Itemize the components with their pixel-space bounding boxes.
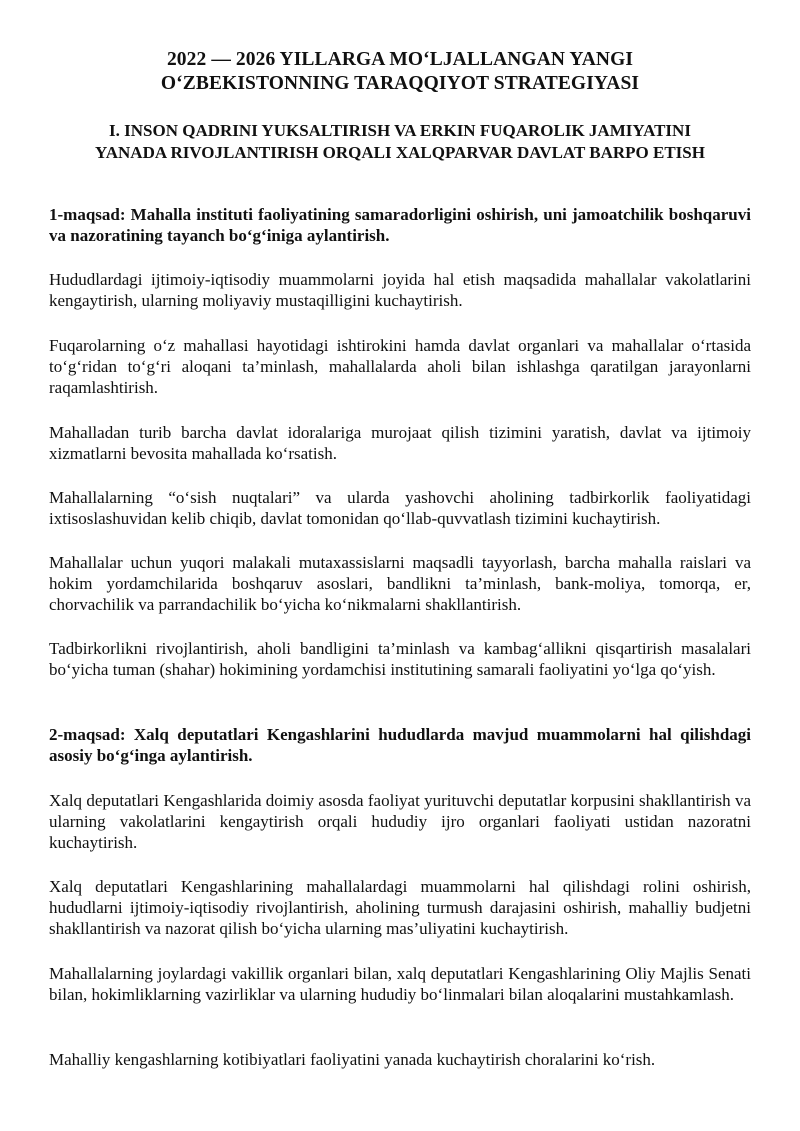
section-title-line-2: YANADA RIVOJLANTIRISH ORQALI XALQPARVAR DAVLAT BARPO ETISH bbox=[95, 143, 705, 162]
goal-2-paragraph-4: Mahalliy kengashlarning kotibiyatlari faoliyatini yanada kuchaytirish choralarini ko‘rish. bbox=[49, 1050, 656, 1069]
goal-1-paragraph-6: Tadbirkorlikni rivojlantirish, aholi bandligini ta’minlash va kambag‘allikni qisqartirish masalalari bo‘yicha tuman (shahar) hokimining yordamchisi institutining samarali faoliyatini yo‘lga qo‘yish. bbox=[49, 639, 751, 679]
goal-2-heading: 2-maqsad: Xalq deputatlari Kengashlarini hududlarda mavjud muammolarni hal qilishdagi asosiy bo‘g‘inga aylantirish. bbox=[49, 725, 751, 765]
goal-1-paragraph-2: Fuqarolarning o‘z mahallasi hayotidagi ishtirokini hamda davlat organlari va mahallalar o‘rtasida to‘g‘ridan to‘g‘ri aloqani ta’minlash, mahallalarda aholi bilan ishlashga qaratilgan jarayonlarni raqamlashtirish. bbox=[49, 336, 751, 397]
section-title-line-1: I. INSON QADRINI YUKSALTIRISH VA ERKIN FUQAROLIK JAMIYATINI bbox=[109, 121, 691, 140]
goal-1-paragraph-5: Mahallalar uchun yuqori malakali mutaxassislarni maqsadli tayyorlash, barcha mahalla raislari va hokim yordamchilarida boshqaruv asoslari, bandlikni ta’minlash, bank-moliya, tomorqa, er, chorvachilik va parrandachilik bo‘yicha ko‘nikmalarni shakllantirish. bbox=[49, 553, 751, 614]
document-page bbox=[49, 0, 751, 1069]
goal-1-heading: 1-maqsad: Mahalla instituti faoliyatining samaradorligini oshirish, uni jamoatchilik boshqaruvi va nazoratining tayanch bo‘g‘iniga aylantirish. bbox=[49, 205, 751, 245]
section-title bbox=[49, 120, 751, 164]
goal-1-paragraph-3: Mahalladan turib barcha davlat idoralariga murojaat qilish tizimini yaratish, davlat va ijtimoiy xizmatlarni bevosita mahallada ko‘rsatish. bbox=[49, 423, 751, 463]
goal-2-paragraph-3: Mahallalarning joylardagi vakillik organlari bilan, xalq deputatlari Kengashlarining Oliy Majlis Senati bilan, hokimliklarning vazirliklar va ularning hududiy bo‘linmalari bilan aloqalarini mustahkamlash. bbox=[49, 964, 751, 1004]
goal-1-paragraph-1: Hududlardagi ijtimoiy-iqtisodiy muammolarni joyida hal etish maqsadida mahallalar vakolatlarini kengaytirish, ularning moliyaviy mustaqilligini kuchaytirish. bbox=[49, 270, 751, 310]
goal-2-paragraph-2: Xalq deputatlari Kengashlarining mahallalardagi muammolarni hal qilishdagi rolini oshirish, hududlarni ijtimoiy-iqtisodiy rivojlantirish, aholining turmush darajasini oshirish, mahalliy budjetni shakllantirish va nazorat qilish bo‘yicha ularning mas’uliyatini kuchaytirish. bbox=[49, 877, 751, 938]
document-title-line-1: 2022 — 2026 YILLARGA MO‘LJALLANGAN YANGI bbox=[166, 49, 634, 70]
goal-2-paragraph-1: Xalq deputatlari Kengashlarida doimiy asosda faoliyat yurituvchi deputatlar korpusini shakllantirish va ularning vakolatlarini kengaytirish orqali hududiy ijro organlari faoliyati ustidan nazoratni kuchaytirish. bbox=[49, 791, 751, 852]
document-title-line-2: O‘ZBEKISTONNING TARAQQIYOT STRATEGIYASI bbox=[160, 73, 640, 94]
document-title bbox=[49, 48, 751, 96]
goal-1-paragraph-4: Mahallalarning “o‘sish nuqtalari” va ularda yashovchi aholining tadbirkorlik faoliyatidagi ixtisoslashuvidan kelib chiqib, davlat tomonidan qo‘llab-quvvatlash tizimini kuchaytirish. bbox=[49, 488, 751, 528]
